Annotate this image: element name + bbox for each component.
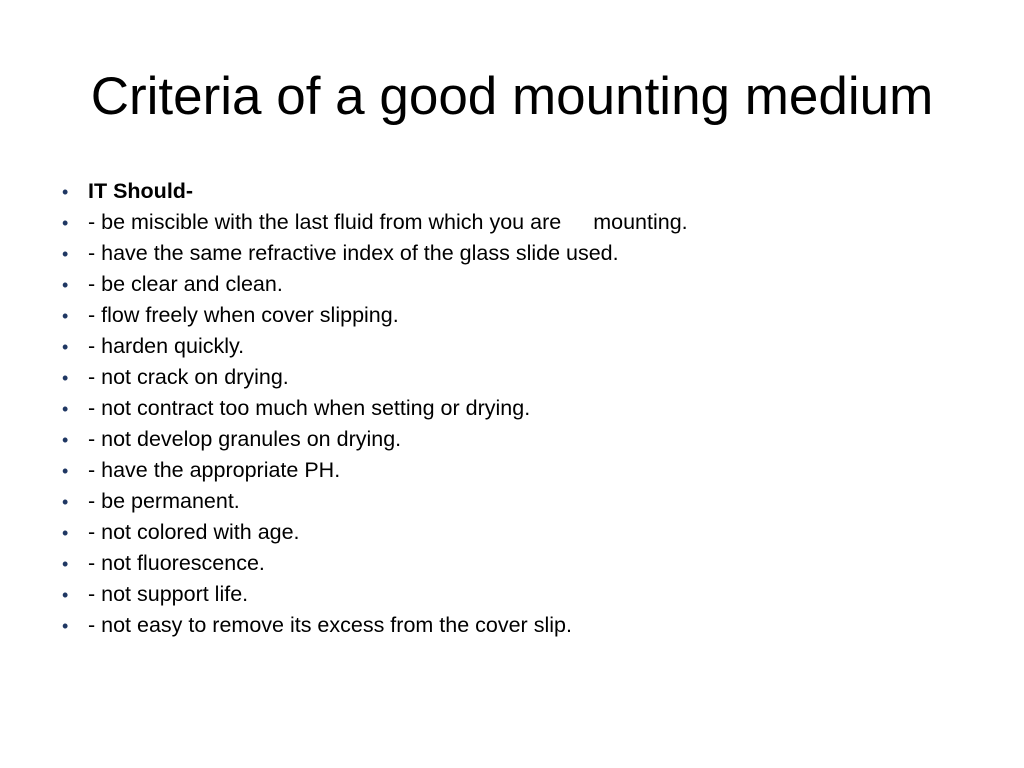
bullet-item <box>62 424 1002 455</box>
bullet-icon: • <box>62 213 69 233</box>
bullet-text: - harden quickly. <box>88 334 245 358</box>
bullet-icon: • <box>62 523 69 543</box>
bullet-item <box>62 362 1002 393</box>
bullet-item <box>62 207 1002 238</box>
bullet-icon: • <box>62 430 69 450</box>
bullet-item <box>62 579 1002 610</box>
bullet-icon: • <box>62 182 69 202</box>
bullet-icon: • <box>62 461 69 481</box>
bullet-text <box>88 207 688 238</box>
bullet-text: - not easy to remove its excess from the cover slip. <box>88 613 572 637</box>
bullet-list <box>62 176 1002 641</box>
bullet-text: - have the same refractive index of the glass slide used. <box>88 241 619 265</box>
bullet-text: - not develop granules on drying. <box>88 427 402 451</box>
bullet-icon: • <box>62 306 69 326</box>
bullet-item <box>62 548 1002 579</box>
bullet-text-trailing: mounting. <box>593 210 688 234</box>
bullet-icon: • <box>62 275 69 295</box>
bullet-item <box>62 238 1002 269</box>
bullet-text: IT Should- <box>88 179 194 203</box>
bullet-text: - be clear and clean. <box>88 272 283 296</box>
bullet-icon: • <box>62 554 69 574</box>
bullet-icon: • <box>62 616 69 636</box>
bullet-item <box>62 517 1002 548</box>
bullet-icon: • <box>62 337 69 357</box>
bullet-text: - not crack on drying. <box>88 365 289 389</box>
bullet-icon: • <box>62 585 69 605</box>
bullet-text: - not fluorescence. <box>88 551 265 575</box>
bullet-text: - not contract too much when setting or drying. <box>88 396 531 420</box>
bullet-item <box>62 300 1002 331</box>
bullet-item <box>62 176 1002 207</box>
bullet-item <box>62 269 1002 300</box>
bullet-item <box>62 331 1002 362</box>
slide-title: Criteria of a good mounting medium <box>90 67 934 126</box>
bullet-icon: • <box>62 399 69 419</box>
bullet-item <box>62 393 1002 424</box>
bullet-text-main: - be miscible with the last fluid from which you are <box>88 210 562 234</box>
bullet-icon: • <box>62 368 69 388</box>
bullet-item <box>62 486 1002 517</box>
bullet-icon: • <box>62 244 69 264</box>
bullet-item <box>62 610 1002 641</box>
bullet-text: - flow freely when cover slipping. <box>88 303 399 327</box>
bullet-text: - not colored with age. <box>88 520 300 544</box>
bullet-icon: • <box>62 492 69 512</box>
bullet-text: - have the appropriate PH. <box>88 458 341 482</box>
bullet-text: - be permanent. <box>88 489 240 513</box>
bullet-text: - not support life. <box>88 582 249 606</box>
bullet-item <box>62 455 1002 486</box>
